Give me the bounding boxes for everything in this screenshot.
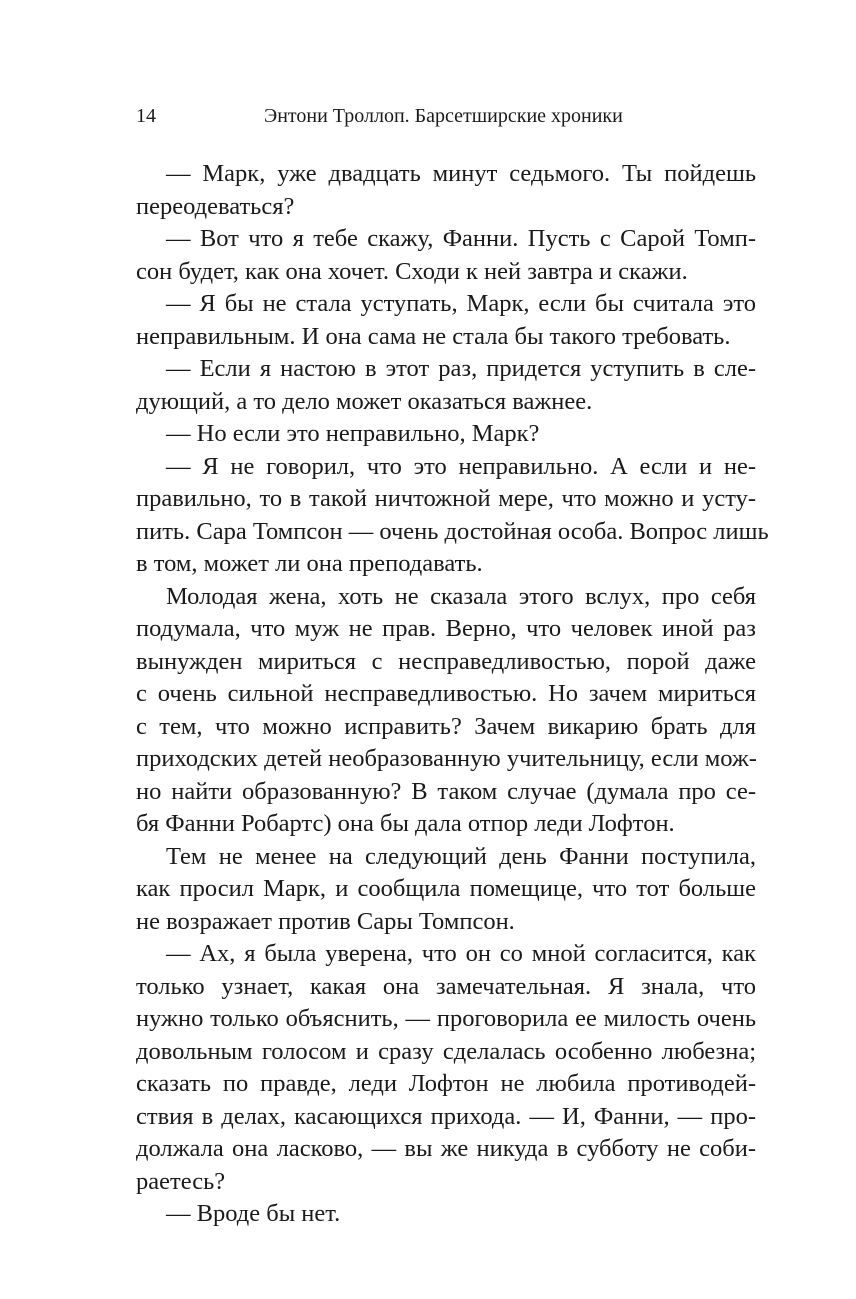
text-line: нужно только объяснить, — проговорила ее милость очень <box>136 1005 756 1032</box>
text-line: в том, может ли она преподавать. <box>136 550 483 577</box>
text-line: довольным голосом и сразу сделалась особенно любезна; <box>136 1037 756 1065</box>
text-line: сказать по правде, леди Лофтон не любила противодей- <box>136 1070 756 1097</box>
text-line: Тем не менее на следующий день Фанни поступила, <box>166 842 756 870</box>
text-line: но найти образованную? В таком случае (думала про се- <box>136 777 756 805</box>
text-line: — Ах, я была уверена, что он со мной согласится, как <box>166 940 756 967</box>
text-line: — Но если это неправильно, Марк? <box>166 420 540 447</box>
text-line: должала она ласково, — вы же никуда в субботу не соби- <box>136 1135 756 1162</box>
text-line: — Я бы не стала уступать, Марк, если бы считала это <box>166 290 756 317</box>
text-line: не возражает против Сары Томпсон. <box>136 907 515 935</box>
text-line: пить. Сара Томпсон — очень достойная особа. Вопрос лишь <box>136 517 769 545</box>
text-line: бя Фанни Робартс) она бы дала отпор леди Лофтон. <box>136 810 675 837</box>
text-line: Молодая жена, хоть не сказала этого вслух, про себя <box>166 582 756 610</box>
text-line: сон будет, как она хочет. Сходи к ней завтра и скажи. <box>136 257 688 285</box>
text-line: вынужден мириться с несправедливостью, порой даже <box>136 647 756 675</box>
page-number: 14 <box>136 105 156 127</box>
running-head <box>136 102 756 130</box>
body-text <box>136 158 769 1231</box>
text-line: с очень сильной несправедливостью. Но зачем мириться <box>136 680 756 707</box>
text-line: переодеваться? <box>136 192 295 220</box>
text-line: подумала, что муж не прав. Верно, что человек иной раз <box>136 615 756 642</box>
text-line: с тем, что можно исправить? Зачем викарию брать для <box>136 712 756 740</box>
text-line: дующий, а то дело может оказаться важнее. <box>136 387 593 415</box>
text-line: ствия в делах, касающихся прихода. — И, Фанни, — про- <box>136 1102 756 1130</box>
text-line: раетесь? <box>136 1167 226 1195</box>
text-line: — Вроде бы нет. <box>166 1200 341 1227</box>
text-line: — Я не говорил, что это неправильно. А если и не- <box>166 452 756 480</box>
text-line: — Вот что я тебе скажу, Фанни. Пусть с Сарой Томп- <box>166 225 756 252</box>
text-line: только узнает, какая она замечательная. Я знала, что <box>136 972 756 1000</box>
text-line: приходских детей необразованную учительницу, если мож- <box>136 745 757 772</box>
text-line: — Если я настою в этот раз, придется уступить в сле- <box>166 355 756 382</box>
text-line: неправильным. И она сама не стала бы такого требовать. <box>136 322 731 350</box>
text-line: правильно, то в такой ничтожной мере, что можно и усту- <box>136 485 756 512</box>
text-line: — Марк, уже двадцать минут седьмого. Ты пойдешь <box>166 160 756 187</box>
book-title: Энтони Троллоп. Барсетширские хроники <box>264 105 623 127</box>
text-line: как просил Марк, и сообщила помещице, что тот больше <box>136 875 756 902</box>
